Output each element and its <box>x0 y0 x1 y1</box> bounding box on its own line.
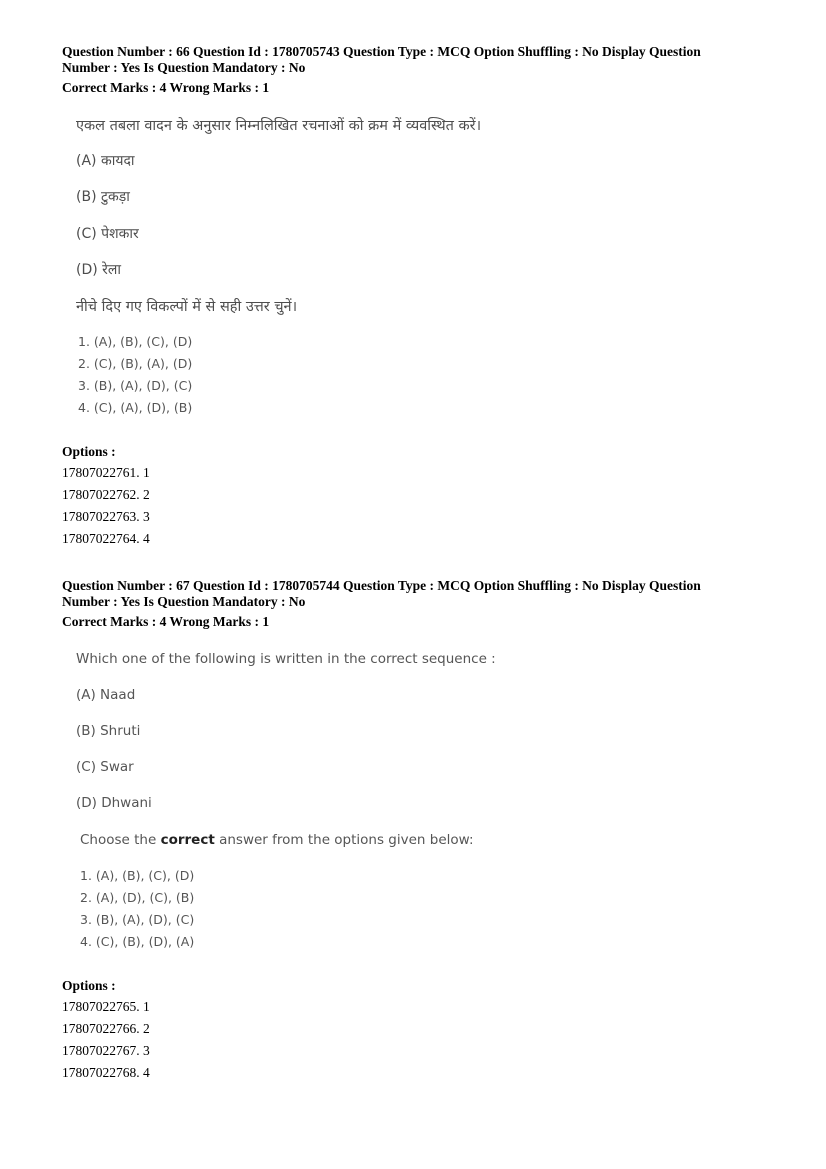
option-id: 17807022763. 3 <box>62 509 150 524</box>
answer-choice: 1. (A), (B), (C), (D) <box>80 868 195 883</box>
question-item: (C) पेशकार <box>76 226 139 242</box>
emphasis-correct: correct <box>160 832 215 848</box>
question-instruction: Choose the correct answer from the options given below: <box>80 832 474 848</box>
question-meta-line-1: Question Number : 66 Question Id : 1780705743 Question Type : MCQ Option Shuffling : No Display Question <box>62 44 701 59</box>
answer-choice: 2. (C), (B), (A), (D) <box>78 356 193 371</box>
option-id: 17807022764. 4 <box>62 531 150 546</box>
question-meta-line-2: Number : Yes Is Question Mandatory : No <box>62 60 306 75</box>
question-item: (D) रेला <box>76 262 121 278</box>
question-item: (C) Swar <box>76 759 134 775</box>
options-label: Options : <box>62 444 116 459</box>
answer-choice: 2. (A), (D), (C), (B) <box>80 890 195 905</box>
answer-choice: 1. (A), (B), (C), (D) <box>78 334 193 349</box>
question-item: (B) टुकड़ा <box>76 189 130 205</box>
question-item: (A) Naad <box>76 687 136 703</box>
question-marks: Correct Marks : 4 Wrong Marks : 1 <box>62 614 270 629</box>
answer-choice: 3. (B), (A), (D), (C) <box>80 912 195 927</box>
question-marks: Correct Marks : 4 Wrong Marks : 1 <box>62 80 270 95</box>
option-id: 17807022761. 1 <box>62 465 150 480</box>
question-instruction: नीचे दिए गए विकल्पों में से सही उत्तर चुनें। <box>76 299 298 315</box>
option-id: 17807022766. 2 <box>62 1021 150 1036</box>
answer-choice: 3. (B), (A), (D), (C) <box>78 378 193 393</box>
question-header <box>62 578 762 610</box>
question-header <box>62 44 762 76</box>
question-item: (B) Shruti <box>76 723 141 739</box>
answer-choice: 4. (C), (A), (D), (B) <box>78 400 193 415</box>
option-id: 17807022767. 3 <box>62 1043 150 1058</box>
question-item: (A) कायदा <box>76 153 135 169</box>
question-meta-line-1: Question Number : 67 Question Id : 1780705744 Question Type : MCQ Option Shuffling : No Display Question <box>62 578 701 593</box>
options-label: Options : <box>62 978 116 993</box>
option-id: 17807022762. 2 <box>62 487 150 502</box>
option-id: 17807022765. 1 <box>62 999 150 1014</box>
option-id: 17807022768. 4 <box>62 1065 150 1080</box>
question-stem: Which one of the following is written in the correct sequence : <box>76 651 496 667</box>
question-item: (D) Dhwani <box>76 795 152 811</box>
question-stem: एकल तबला वादन के अनुसार निम्नलिखित रचनाओं को क्रम में व्यवस्थित करें। <box>76 118 482 134</box>
question-meta-line-2: Number : Yes Is Question Mandatory : No <box>62 594 306 609</box>
answer-choice: 4. (C), (B), (D), (A) <box>80 934 195 949</box>
